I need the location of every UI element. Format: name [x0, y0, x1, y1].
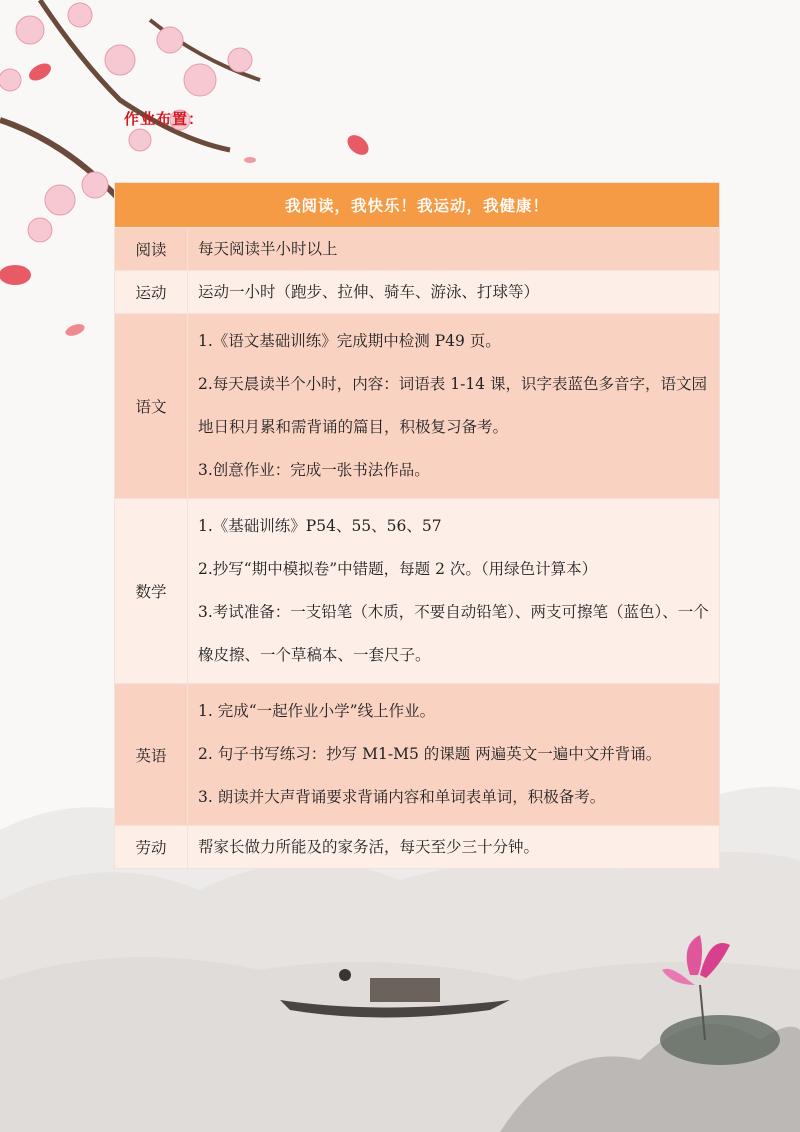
task-line: 每天阅读半小时以上 — [198, 240, 338, 258]
table-title: 我阅读，我快乐！我运动，我健康！ — [115, 183, 720, 228]
table-row — [115, 228, 720, 271]
task-line: 2. 句子书写练习：抄写 M1-M5 的课题 两遍英文一遍中文并背诵。 — [198, 745, 662, 763]
task-line: 3.考试准备：一支铅笔（木质，不要自动铅笔）、两支可擦笔（蓝色）、一个橡皮擦、一个草稿本、一套尺子。 — [198, 603, 709, 664]
subject-label: 阅读 — [115, 228, 188, 271]
task-line: 3.创意作业：完成一张书法作品。 — [198, 461, 430, 479]
subject-label: 运动 — [115, 271, 188, 314]
table-row — [115, 684, 720, 826]
task-line: 3. 朗读并大声背诵要求背诵内容和单词表单词，积极备考。 — [198, 788, 606, 806]
subject-label: 劳动 — [115, 826, 188, 869]
homework-table — [114, 182, 720, 869]
subject-label: 英语 — [115, 684, 188, 826]
task-line: 1.《语文基础训练》完成期中检测 P49 页。 — [198, 332, 501, 350]
table-row — [115, 314, 720, 499]
task-line: 运动一小时（跑步、拉伸、骑车、游泳、打球等） — [198, 283, 540, 301]
task-line: 1. 完成“一起作业小学”线上作业。 — [198, 702, 436, 720]
task-line: 帮家长做力所能及的家务活，每天至少三十分钟。 — [198, 838, 540, 856]
subject-label: 语文 — [115, 314, 188, 499]
task-line: 2.抄写“期中模拟卷”中错题，每题 2 次。（用绿色计算本） — [198, 560, 598, 578]
subject-label: 数学 — [115, 499, 188, 684]
task-line: 2.每天晨读半个小时，内容：词语表 1-14 课，识字表蓝色多音字，语文园地日积月累和需背诵的篇目，积极复习备考。 — [198, 375, 707, 436]
page-heading: 作业布置： — [124, 110, 205, 128]
table-row — [115, 826, 720, 869]
table-row — [115, 499, 720, 684]
task-line: 1.《基础训练》P54、55、56、57 — [198, 517, 442, 535]
table-row — [115, 271, 720, 314]
